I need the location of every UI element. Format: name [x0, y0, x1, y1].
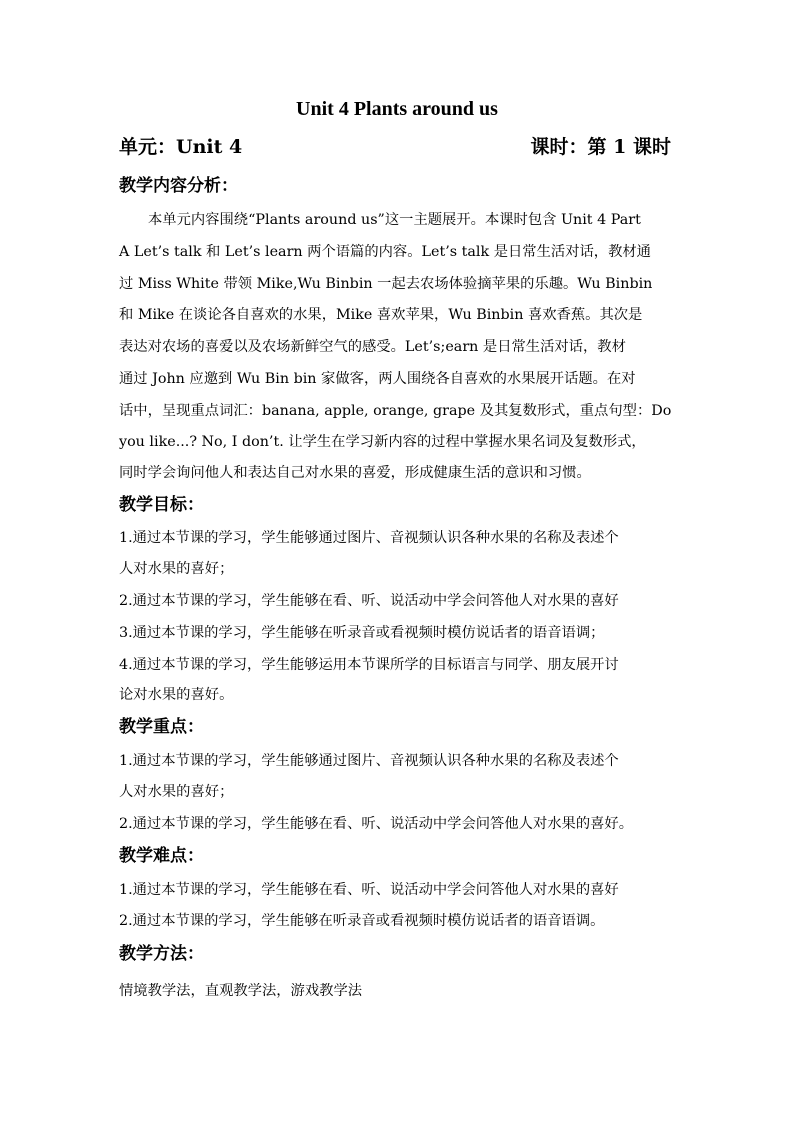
objective-line: 论对水果的喜好。 [119, 687, 234, 703]
key-point-line: 2.通过本节课的学习，学生能够在看、听、说活动中学会问答他人对水果的喜好。 [119, 816, 634, 832]
key-points-heading: 教学重点： [119, 717, 204, 737]
content-analysis-line: 话中，呈现重点词汇：banana, apple, orange, grape 及其复数形式，重点句型：Do [119, 403, 672, 419]
objective-line: 4.通过本节课的学习，学生能够运用本节课所学的目标语言与同学、朋友展开讨 [119, 657, 619, 673]
key-point-line: 人对水果的喜好； [119, 784, 234, 800]
lesson-label: 课时：第 1 课时 [530, 136, 671, 158]
content-analysis-line: 和 Mike 在谈论各自喜欢的水果，Mike 喜欢苹果，Wu Binbin 喜欢香蕉。其次是 [119, 307, 643, 323]
content-analysis-line: 表达对农场的喜爱以及农场新鲜空气的感受。Let’s;earn 是日常生活对话，教材 [119, 339, 626, 355]
methods-line: 情境教学法，直观教学法，游戏教学法 [119, 983, 363, 999]
content-analysis-line: 本单元内容围绕“Plants around us”这一主题展开。本课时包含 Unit 4 Part [148, 212, 641, 228]
objective-line: 3.通过本节课的学习，学生能够在听录音或看视频时模仿说话者的语音语调； [119, 625, 605, 641]
content-analysis-line: A Let’s talk 和 Let’s learn 两个语篇的内容。Let’s talk 是日常生活对话，教材通 [119, 244, 651, 260]
objective-line: 人对水果的喜好； [119, 561, 234, 577]
difficulty-line: 1.通过本节课的学习，学生能够在看、听、说活动中学会问答他人对水果的喜好 [119, 882, 619, 898]
objectives-heading: 教学目标： [119, 495, 204, 515]
unit-label: 单元：Unit 4 [119, 136, 243, 158]
content-analysis-line: you like...? No, I don’t. 让学生在学习新内容的过程中掌握水果名词及复数形式， [119, 434, 646, 450]
content-analysis-line: 通过 John 应邀到 Wu Bin bin 家做客，两人围绕各自喜欢的水果展开话题。在对 [119, 371, 636, 387]
content-analysis-line: 同时学会询问他人和表达自己对水果的喜爱，形成健康生活的意识和习惯。 [119, 465, 591, 481]
objective-line: 1.通过本节课的学习，学生能够通过图片、音视频认识各种水果的名称及表述个 [119, 530, 619, 546]
objective-line: 2.通过本节课的学习，学生能够在看、听、说活动中学会问答他人对水果的喜好 [119, 593, 619, 609]
key-point-line: 1.通过本节课的学习，学生能够通过图片、音视频认识各种水果的名称及表述个 [119, 753, 619, 769]
unit-lesson-row [119, 134, 671, 160]
content-analysis-line: 过 Miss White 带领 Mike,Wu Binbin 一起去农场体验摘苹果的乐趣。Wu Binbin [119, 276, 653, 292]
document-title: Unit 4 Plants around us [296, 98, 498, 120]
content-analysis-heading: 教学内容分析： [119, 176, 238, 196]
difficulties-heading: 教学难点： [119, 846, 204, 866]
difficulty-line: 2.通过本节课的学习，学生能够在听录音或看视频时模仿说话者的语音语调。 [119, 913, 605, 929]
methods-heading: 教学方法： [119, 944, 204, 964]
